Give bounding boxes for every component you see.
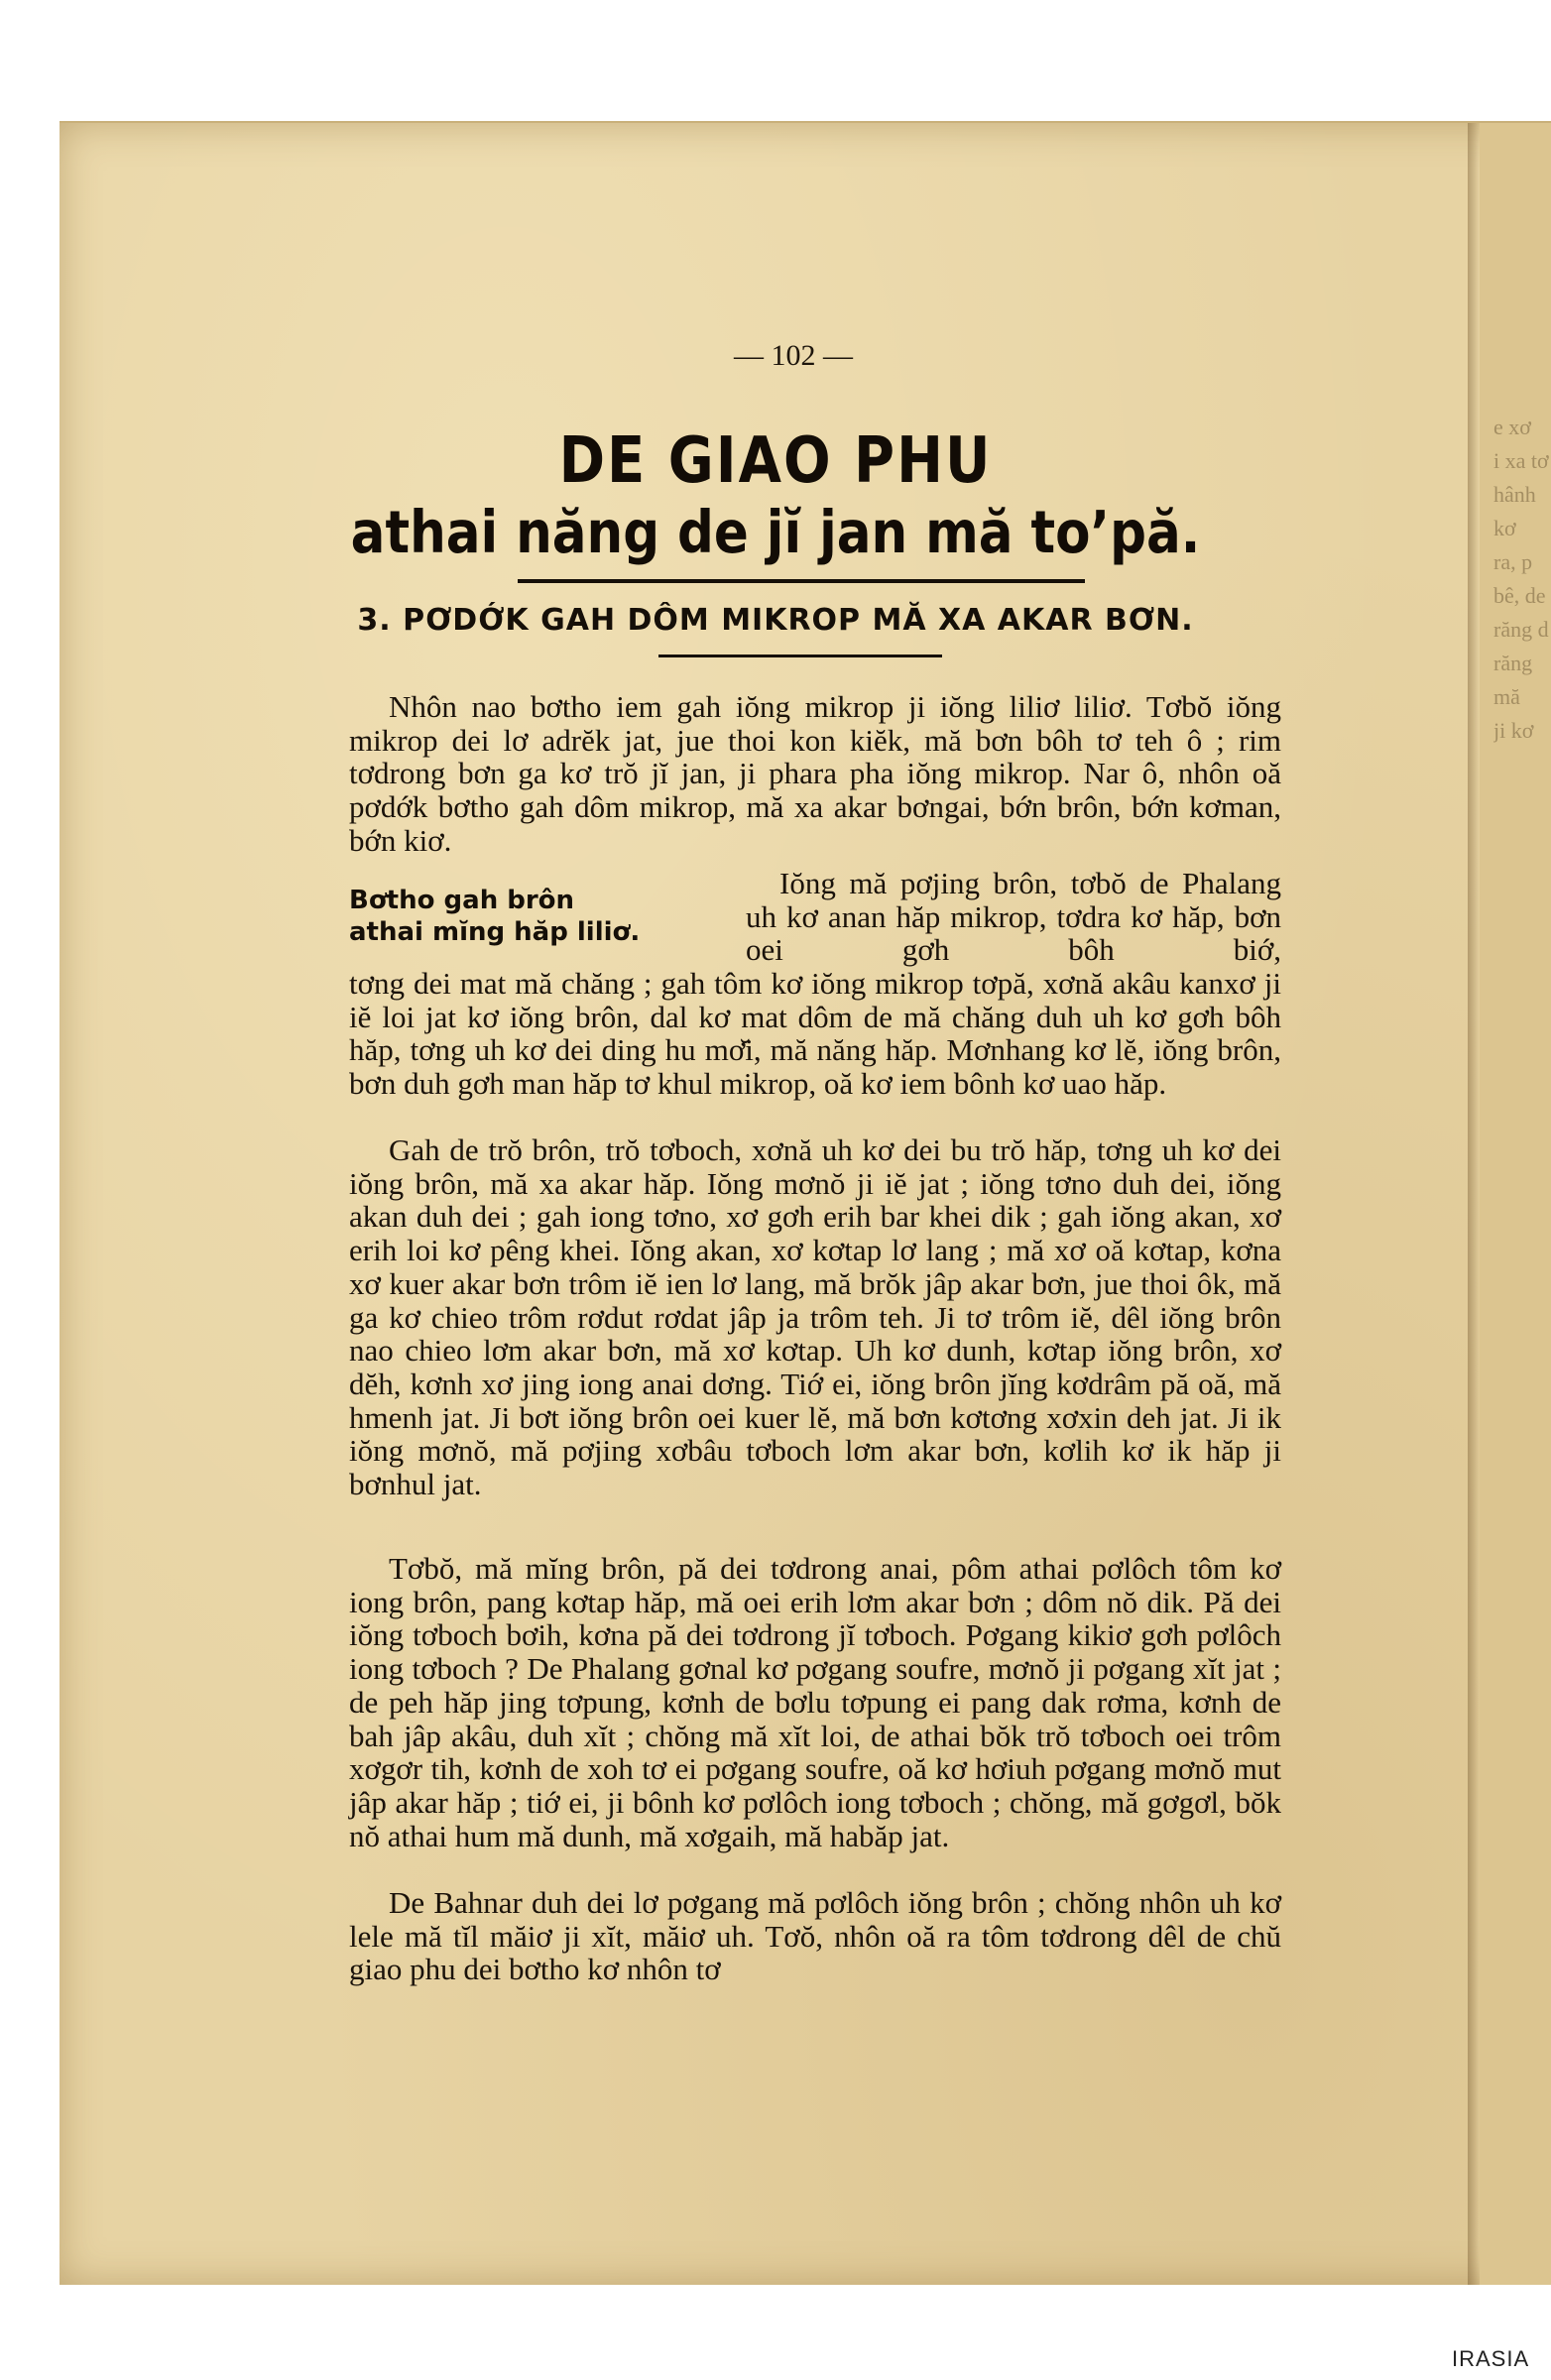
title-rule-bottom [658,654,942,657]
paragraph-4: Tơbŏ, mă mĭng brôn, pă dei tơdrong anai, pôm athai pơlôch tôm kơ iong brôn, pang kơtap hăp, mă oei erih lơm akar bơn ; dôm nŏ dik. Pă dei iŏng tơboch bơih, kơna pă dei tơdrong jĭ tơboch. Pơgang kikiơ gơh pơlôch iong tơboch ? De Phalang gơnal kơ pơgang soufre, mơnŏ ji pơgang xĭt jat ; de peh hăp jing tơpung, kơnh de bơlu tơpung ei pang dak rơma, kơnh de bah jâp akâu, duh xĭt ; chŏng mă xĭt loi, de athai bŏk trŏ tơboch oei trôm xơgơr tih, kơnh de xoh tơ ei pơgang soufre, oă kơ hơiuh pơgang mơnŏ mut jâp akar hăp ; tiớ ei, ji bônh kơ pơlôch iong tơboch ; chŏng, mă gơgơl, bŏk nŏ athai hum mă dunh, mă xơgaih, mă habăp jat. [349,1551,1281,1853]
archive-watermark: IRASIA [1452,2346,1530,2371]
margin-heading: Bơtho gah brôn athai mĭng hăp liliơ. [349,886,641,947]
page-number: — 102 — [734,339,853,372]
page-subtitle: athai năng de jĭ jan mă to’pă. [350,499,1201,567]
title-rule-top [518,579,1085,583]
paragraph-2: tơng dei mat mă chăng ; gah tôm kơ iŏng mikrop tơpă, xơnă akâu kanxơ ji iĕ loi jat kơ iŏng brôn, dal kơ mat dôm de mă chăng duh uh kơ gơh bôh hăp, tơng uh kơ dei ding hu mơ̆i, mă năng hăp. Mơnhang kơ lĕ, iŏng brôn, bơn duh gơh man hăp tơ khul mikrop, oă kơ iem bônh kơ uao hăp. [349,966,1281,1102]
paragraph-2-opening: Iŏng mă pơjing brôn, tơbŏ de Phalang uh kơ anan hăp mikrop, tơdra kơ hăp, bơn oei gơh bôh biớ, [746,866,1281,968]
paragraph-5: De Bahnar duh dei lơ pơgang mă pơlôch iŏng brôn ; chŏng nhôn uh kơ lele mă tĭl măiơ ji xĭt, măiơ uh. Tơŏ, nhôn oă ra tôm tơdrong dêl de chŭ giao phu dei bơtho kơ nhôn tơ [349,1885,1281,1987]
paragraph-1: Nhôn nao bơtho iem gah iŏng mikrop ji iŏng liliơ liliơ. Tơbŏ iŏng mikrop dei lơ adrĕk jat, jue thoi kon kiĕk, mă bơn bôh tơ teh ô ; rim tơdrong bơn ga kơ trŏ jĭ jan, ji phara pha iŏng mikrop. Nar ô, nhôn oă pơdớk bơtho gah dôm mikrop, mă xa akar bơngai, bớn brôn, bớn kơman, bớn kiơ. [349,689,1281,858]
page-title: DE GIAO PHU [558,423,993,498]
paragraph-3: Gah de trŏ brôn, trŏ tơboch, xơnă uh kơ dei bu trŏ hăp, tơng uh kơ dei iŏng brôn, mă xa akar hăp. Iŏng mơnŏ ji iĕ jat ; iŏng tơno duh dei, iŏng akan duh dei ; gah iong tơno, xơ gơh erih bar khei dik ; gah iŏng akan, xơ erih loi kơ pêng khei. Iŏng akan, xơ kơtap lơ lang ; mă xơ oă kơtap, kơna xơ kuer akar bơn trôm iĕ ien lơ lang, mă brŏk jâp akar bơn, jue thoi ôk, mă ga kơ chieo trôm rơdut rơdat jâp ja trôm teh. Ji tơ trôm iĕ, dêl iŏng brôn nao chieo lơm akar bơn, mă xơ kơtap. Uh kơ dunh, kơtap iŏng brôn, xơ dĕh, kơnh xơ jing iong anai dơng. Tiớ ei, iŏng brôn jĭng kơdrâm pă oă, mă hmenh jat. Ji bơt iŏng brôn oei kuer lĕ, mă bơn kơtơng xơxin deh jat. Ji ik iŏng mơnŏ, mă pơjing xơbâu tơboch lơm akar bơn, kơlih kơ ik hăp ji bơnhul jat. [349,1132,1281,1502]
section-heading: 3. PƠDỚK GAH DÔM MIKROP MĂ XA AKAR BƠN. [357,603,1194,638]
adjacent-page-text: e xơ i xa tơ hânh kơ ra, p bê, de răng d răng mă ji kơ [1493,415,1549,743]
